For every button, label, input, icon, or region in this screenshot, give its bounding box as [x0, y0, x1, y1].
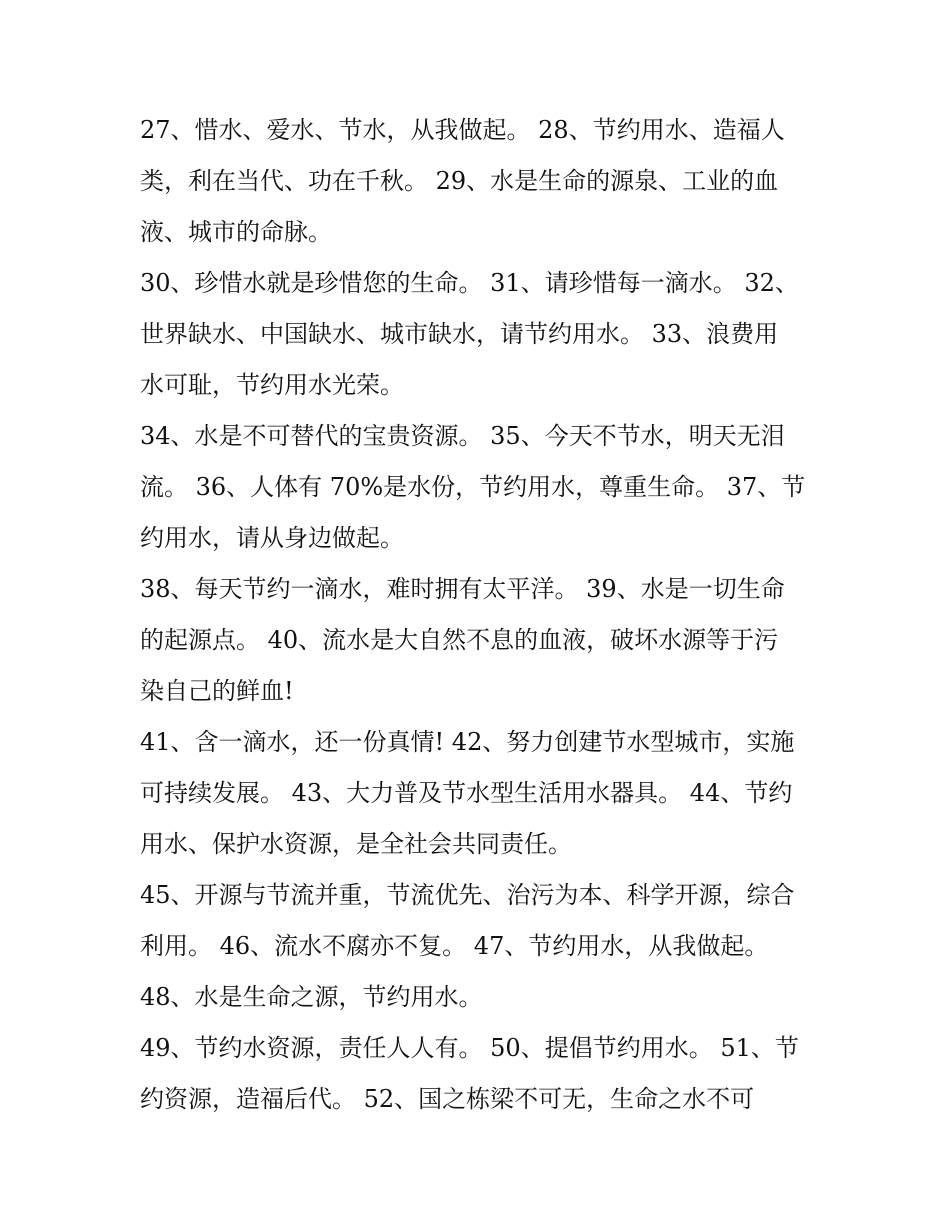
text-line: 世界缺水、中国缺水、城市缺水，请节约用水。 33、浪费用 — [140, 320, 779, 348]
text-line: 41、含一滴水，还一份真情! 42、努力创建节水型城市，实施 — [140, 728, 795, 756]
text-line: 27、惜水、爱水、节水，从我做起。 28、节约用水、造福人 — [140, 116, 785, 144]
text-line: 34、水是不可替代的宝贵资源。 35、今天不节水，明天无泪 — [140, 422, 785, 450]
text-line: 染自己的鲜血! — [140, 677, 294, 705]
text-line: 可持续发展。 43、大力普及节水型生活用水器具。 44、节约 — [140, 779, 793, 807]
text-line: 液、城市的命脉。 — [140, 218, 332, 246]
text-line: 流。 36、人体有 70%是水份，节约用水，尊重生命。 37、节 — [140, 473, 806, 501]
text-line: 类，利在当代、功在千秋。 29、水是生命的源泉、工业的血 — [140, 167, 779, 195]
text-line: 48、水是生命之源，节约用水。 — [140, 983, 483, 1011]
text-line: 的起源点。 40、流水是大自然不息的血液，破坏水源等于污 — [140, 626, 779, 654]
text-line: 38、每天节约一滴水，难时拥有太平洋。 39、水是一切生命 — [140, 575, 785, 603]
text-line: 约资源，造福后代。 52、国之栋梁不可无，生命之水不可 — [140, 1085, 755, 1113]
text-line: 水可耻，节约用水光荣。 — [140, 371, 404, 399]
text-line: 约用水，请从身边做起。 — [140, 524, 404, 552]
text-line: 30、珍惜水就是珍惜您的生命。 31、请珍惜每一滴水。 32、 — [140, 269, 799, 297]
text-line: 45、开源与节流并重，节流优先、治污为本、科学开源，综合 — [140, 881, 795, 909]
slogan-text-block — [140, 105, 830, 1125]
text-line: 49、节约水资源，责任人人有。 50、提倡节约用水。 51、节 — [140, 1034, 799, 1062]
text-line: 利用。 46、流水不腐亦不复。 47、节约用水，从我做起。 — [140, 932, 769, 960]
text-line: 用水、保护水资源，是全社会共同责任。 — [140, 830, 572, 858]
